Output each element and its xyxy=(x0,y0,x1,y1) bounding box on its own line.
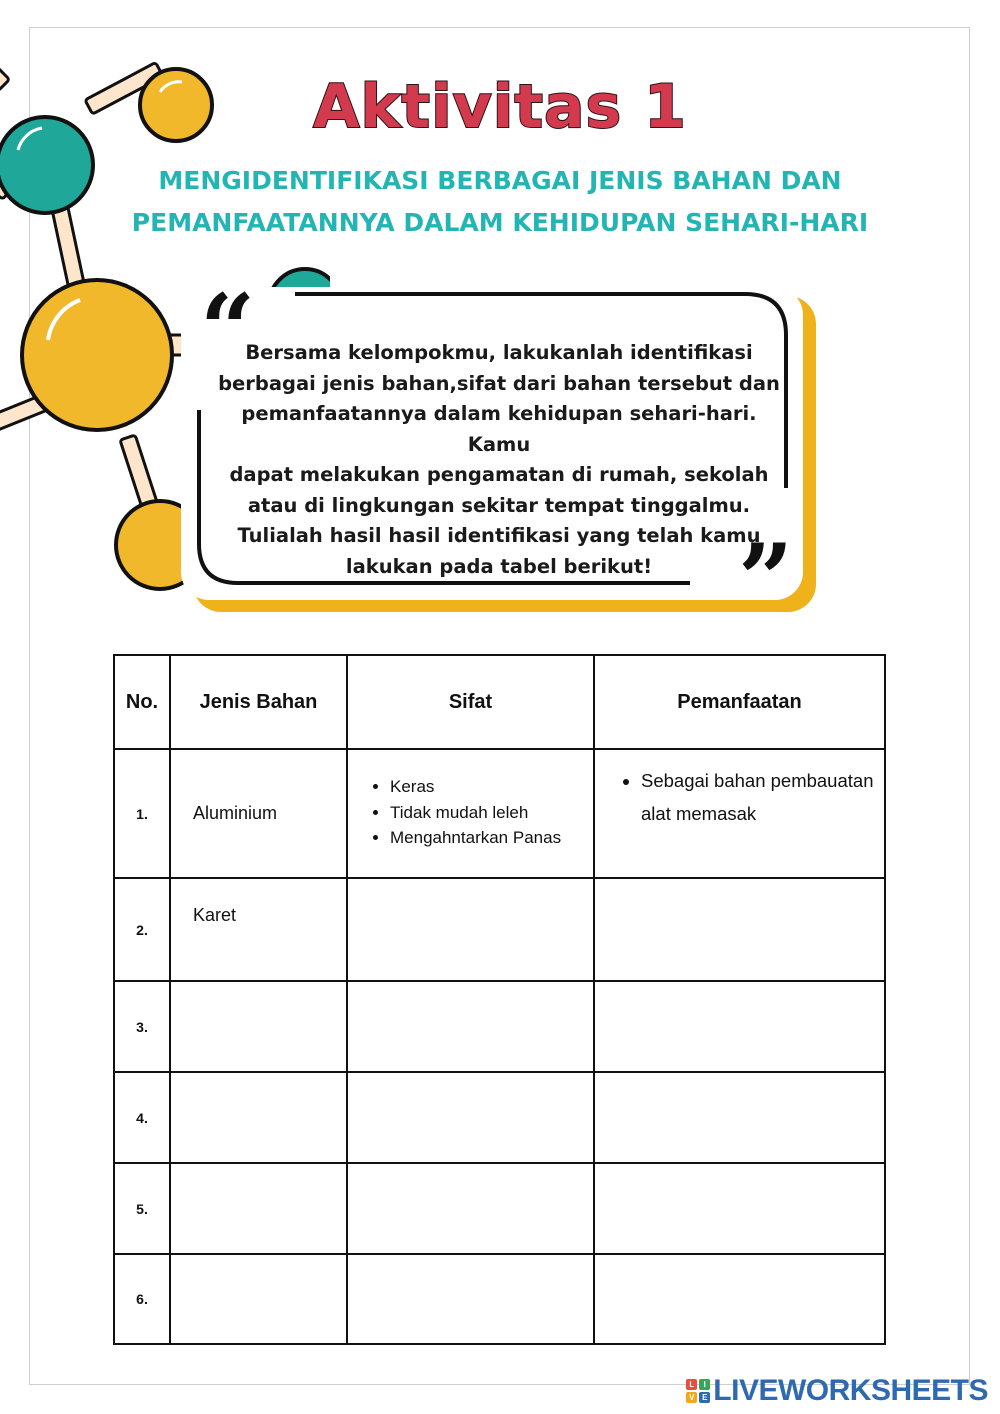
table-row xyxy=(114,1072,885,1163)
table-row xyxy=(114,1254,885,1344)
pemanfaatan-cell[interactable] xyxy=(594,981,885,1072)
header-no: No. xyxy=(114,655,170,749)
liveworksheets-logo[interactable] xyxy=(686,1374,988,1408)
jenis-cell[interactable]: Karet xyxy=(170,878,347,981)
instruction-line: lakukan pada tabel berikut! xyxy=(345,554,653,578)
sifat-cell[interactable] xyxy=(347,749,594,878)
table-row xyxy=(114,878,885,981)
row-number: 4. xyxy=(114,1072,170,1163)
jenis-cell[interactable] xyxy=(170,1163,347,1254)
sifat-cell[interactable] xyxy=(347,981,594,1072)
instruction-line: Bersama kelompokmu, lakukanlah identifikasi xyxy=(245,341,753,364)
page-title: Aktivitas 1 xyxy=(313,72,687,142)
logo-letter: E xyxy=(699,1392,710,1403)
subtitle-line: MENGIDENTIFIKASI BERBAGAI JENIS BAHAN DAN xyxy=(158,166,842,195)
pemanfaatan-item: • Sebagai bahan pembauatan alat memasak xyxy=(641,764,874,830)
logo-letter: L xyxy=(686,1379,697,1390)
instruction-line: berbagai jenis bahan,sifat dari bahan tersebut dan xyxy=(218,371,780,395)
sifat-item: • Mengahntarkan Panas xyxy=(390,825,593,851)
pemanfaatan-cell[interactable] xyxy=(594,1163,885,1254)
header-jenis-bahan: Jenis Bahan xyxy=(170,655,347,749)
table-row xyxy=(114,981,885,1072)
jenis-cell[interactable] xyxy=(170,1072,347,1163)
sifat-cell[interactable] xyxy=(347,1163,594,1254)
table-row xyxy=(114,749,885,878)
instruction-line: Tulialah hasil hasil identifikasi yang telah kamu xyxy=(237,524,761,547)
row-number: 2. xyxy=(114,878,170,981)
row-number: 1. xyxy=(114,749,170,878)
table-header-row xyxy=(114,655,885,749)
logo-letter: I xyxy=(699,1379,710,1390)
instruction-line: dapat melakukan pengamatan di rumah, sekolah xyxy=(229,463,769,486)
instruction-text xyxy=(208,338,790,582)
pemanfaatan-cell[interactable] xyxy=(594,1254,885,1344)
logo-text: LIVEWORKSHEETS xyxy=(713,1374,988,1407)
subtitle-line: PEMANFAATANNYA DALAM KEHIDUPAN SEHARI-HARI xyxy=(131,208,869,237)
instruction-line: pemanfaatannya dalam kehidupan sehari-hari. Kamu xyxy=(241,402,757,456)
pemanfaatan-cell[interactable] xyxy=(594,1072,885,1163)
close-quote-icon: ” xyxy=(738,523,794,636)
row-number: 3. xyxy=(114,981,170,1072)
pemanfaatan-cell[interactable] xyxy=(594,878,885,981)
open-quote-icon: “ xyxy=(200,273,256,386)
header-pemanfaatan: Pemanfaatan xyxy=(594,655,885,749)
logo-icon xyxy=(686,1379,710,1403)
instruction-line: atau di lingkungan sekitar tempat tinggalmu. xyxy=(247,493,751,517)
header-sifat: Sifat xyxy=(347,655,594,749)
sifat-cell[interactable] xyxy=(347,1254,594,1344)
identification-table xyxy=(113,654,886,1345)
jenis-cell[interactable] xyxy=(170,1254,347,1344)
table-row xyxy=(114,1163,885,1254)
logo-letter: V xyxy=(686,1392,697,1403)
pemanfaatan-cell[interactable] xyxy=(594,749,885,878)
sifat-cell[interactable] xyxy=(347,878,594,981)
jenis-cell[interactable] xyxy=(170,981,347,1072)
row-number: 6. xyxy=(114,1254,170,1344)
sifat-item: • Keras xyxy=(390,774,593,800)
row-number: 5. xyxy=(114,1163,170,1254)
jenis-cell[interactable]: Aluminium xyxy=(170,749,347,878)
sifat-cell[interactable] xyxy=(347,1072,594,1163)
sifat-item: • Tidak mudah leleh xyxy=(390,800,593,826)
